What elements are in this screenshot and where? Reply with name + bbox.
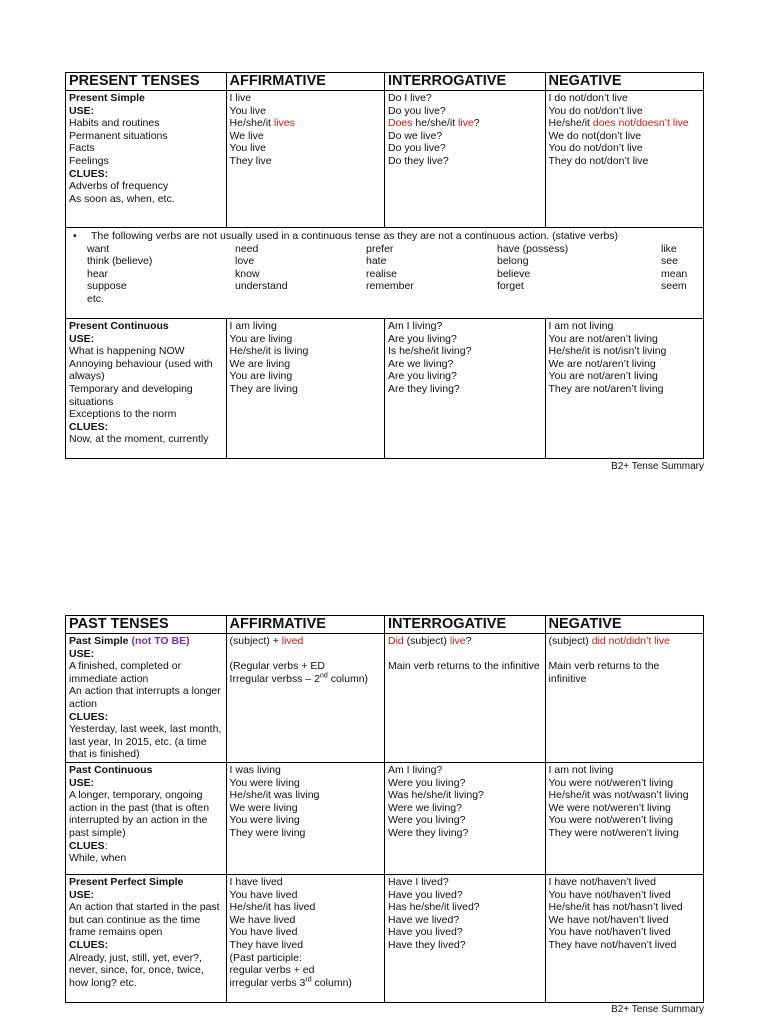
use-item: Facts [69,142,95,155]
clues-label: CLUES: [69,167,109,180]
form-line: I do not/don’t live [548,92,628,104]
past-simple-affirmative [226,634,384,763]
form-line: We have lived [229,913,296,926]
stative-verbs-cell [66,228,704,319]
form-line: They have not/haven’t lived [548,938,677,951]
present-continuous-row [66,319,704,459]
use-item: Feelings [69,154,109,167]
present-simple-interrogative [384,91,545,228]
stative-verb: remember [366,280,414,293]
form-line: You live [229,104,266,117]
form-line: I am living [229,320,277,332]
clue-item: Yesterday, last week, last month, last year, In 2015, etc. (a time that is finished) [69,723,225,761]
highlighted-verb: lives [273,117,295,130]
form-line: You have lived [229,926,298,939]
form-line: You were living [229,776,300,789]
stative-verb: love [235,255,255,268]
present-simple-negative [545,91,703,228]
clue-item: Adverbs of frequency [69,180,169,193]
form-line: You are living [229,332,293,345]
form-line: Were they living? [387,826,469,839]
form-line [549,117,700,130]
past-simple-description [66,634,227,763]
spacer [549,648,700,661]
form-line: You have not/haven’t lived [548,888,671,901]
use-item: Exceptions to the norm [69,408,177,421]
form-line: They do not/don’t live [548,154,649,167]
tense-note: (not TO BE) [131,635,190,647]
form-line [388,635,542,648]
form-note: Main verb returns to the infinitive [548,660,663,685]
clues-line: CLUES: [69,839,108,852]
form-line: I have lived [229,875,283,888]
form-part: column) [327,672,369,685]
form-line [230,673,381,686]
form-line: We live [229,129,264,142]
form-line: We were living [229,801,298,814]
form-line: I was living [229,763,281,776]
form-line: We are not/aren’t living [548,357,656,370]
page-footer: B2+ Tense Summary [611,461,704,472]
form-line: I am not living [548,763,614,776]
form-line: (Regular verbs + ED [229,660,325,673]
highlighted-verb: does not/doesn’t live [592,117,689,130]
form-line: You do not/don’t live [548,142,643,155]
form-part: (subject) [548,635,592,647]
page-footer: B2+ Tense Summary [611,1004,704,1015]
present-perfect-row [66,874,704,1002]
form-line: You do not/don’t live [548,104,643,117]
form-line: They are not/aren’t living [548,382,664,395]
stative-verb: belong [497,255,529,268]
stative-verb: want [87,242,110,255]
present-continuous-description [66,319,227,459]
form-line: I live [229,92,252,104]
clue-item: Already, just, still, yet, ever?, never, since, for, once, twice, how long? etc. [69,951,207,989]
form-line: Have I lived? [387,875,449,888]
highlighted-verb: lived [281,635,304,647]
form-line: He/she/it was not/wasn’t living [548,789,689,802]
past-continuous-interrogative [384,762,545,874]
bullet-icon: • [73,230,77,242]
highlighted-verb: did not/didn’t live [591,635,670,647]
form-line: Are you living? [387,332,457,345]
form-line: You are not/aren’t living [548,332,658,345]
present-simple-affirmative [226,91,384,228]
past-tenses-table [65,615,704,1003]
past-simple-interrogative [384,634,545,763]
stative-verb: believe [497,267,531,280]
tense-name: Past Simple [69,635,129,647]
form-line: Was he/she/it living? [387,789,484,802]
form-line: He/she/it has lived [229,901,316,914]
form-line: We were not/weren’t living [548,801,671,814]
form-line: Are you living? [387,370,457,383]
stative-verb: suppose [87,280,127,293]
stative-verb: hear [87,267,109,280]
form-line: Do they live? [387,154,449,167]
spacer [230,648,381,661]
use-item: A finished, completed or immediate action [69,660,184,685]
stative-verb: know [235,267,260,280]
clue-item: Now, at the moment, currently [69,433,209,446]
clues-label: CLUES: [69,710,109,723]
past-continuous-negative [545,762,703,874]
use-item: A longer, temporary, ongoing action in the past (that is often interrupted by an action in the past simple) [69,789,213,839]
form-line: You are not/aren’t living [548,370,658,383]
form-part: Irregular verbss – 2 [229,672,320,685]
use-item: What is happening NOW [69,345,185,358]
form-line: Do you live? [387,142,446,155]
tense-name-line [69,635,223,648]
tense-name: Present Continuous [69,320,169,332]
form-part: ? [465,635,472,647]
past-continuous-description [66,762,227,874]
stative-verb: mean [661,267,688,280]
form-line [230,117,381,130]
form-line [230,977,381,990]
form-line: Have they lived? [387,938,466,951]
form-line: Have you lived? [387,888,463,901]
form-line: They have lived [229,938,304,951]
form-line: Are we living? [387,357,454,370]
form-line: Do I live? [387,92,432,104]
form-line: He/she/it is not/isn’t living [548,345,667,358]
form-line: regular verbs + ed [229,964,315,977]
form-line: Were you living? [387,814,466,827]
form-line: They were living [229,826,306,839]
form-part: (subject) + [229,635,282,647]
present-continuous-affirmative [226,319,384,459]
clues-label: CLUES: [69,420,109,433]
form-line: Am I living? [387,763,443,776]
use-label: USE: [69,776,95,789]
present-tenses-table [65,72,704,459]
form-line: Have we lived? [387,913,460,926]
past-simple-negative [545,634,703,763]
stative-verb: etc. [87,292,104,305]
form-line: He/she/it has not/hasn’t lived [548,901,683,914]
use-item: Temporary and developing situations [69,382,196,408]
stative-verbs-row [66,228,704,319]
past-tenses-heading: PAST TENSES [66,616,227,634]
use-item: Habits and routines [69,117,160,130]
stative-verb: prefer [366,242,394,255]
superscript: rd [305,976,312,984]
stative-verb: seem [661,280,687,293]
use-label: USE: [69,104,95,117]
form-part: He/she/it [229,117,274,130]
present-simple-row [66,91,704,228]
stative-verb: need [235,242,259,255]
present-tenses-heading: PRESENT TENSES [66,73,227,91]
form-line: (Past participle: [229,951,302,964]
form-part: column) [311,976,352,989]
present-continuous-interrogative [384,319,545,459]
form-line: Are they living? [387,382,460,395]
form-line: They live [229,154,272,167]
clue-item: As soon as, when, etc. [69,192,175,205]
present-header-row [66,73,704,91]
use-item: An action that interrupts a longer action [69,685,224,710]
form-line: We are living [229,357,291,370]
tense-name: Present Perfect Simple [69,875,184,888]
highlighted-aux: Did [387,635,404,647]
form-line: Were you living? [387,776,466,789]
form-part: He/she/it [548,117,593,130]
form-line: You are living [229,370,293,383]
superscript: nd [320,672,328,680]
form-note: Main verb returns to the infinitive [387,660,540,673]
present-simple-description [66,91,227,228]
form-line: You were not/weren’t living [548,814,674,827]
form-line: They were not/weren’t living [548,826,679,839]
interrogative-heading: INTERROGATIVE [384,73,545,91]
past-simple-row [66,634,704,763]
past-header-row [66,616,704,634]
stative-intro-text: The following verbs are not usually used in a continuous tense as they are not a continuous action. (stative verbs) [91,230,619,242]
stative-verb-grid [87,243,700,306]
use-item: Annoying behaviour (used with always) [69,357,216,383]
form-line: He/she/it is living [229,345,309,358]
form-line: You have not/haven’t lived [548,926,671,939]
stative-verb: have (possess) [497,242,569,255]
form-line [230,635,381,648]
form-line: Do you live? [387,104,446,117]
interrogative-heading: INTERROGATIVE [384,616,545,634]
highlighted-aux: Does [387,117,413,130]
form-line: We do not(don’t live [548,129,642,142]
form-line [549,635,700,648]
stative-verb: forget [497,280,524,293]
form-part: (subject) [403,635,450,647]
form-line: I have not/haven’t lived [548,875,656,888]
form-line: We have not/haven’t lived [548,913,669,926]
stative-verb: think (believe) [87,255,153,268]
form-line: Were we living? [387,801,462,814]
highlighted-verb: live [458,117,474,130]
form-line: Am I living? [387,320,443,332]
clue-item: While, when [69,852,127,865]
form-line: Do we live? [387,129,443,142]
present-continuous-negative [545,319,703,459]
spacer [388,648,542,661]
stative-intro [69,230,700,243]
present-perfect-negative [545,874,703,1002]
form-part: he/she/it [412,117,459,130]
stative-verb: see [661,255,678,268]
stative-verb: understand [235,280,288,293]
use-label: USE: [69,647,95,660]
form-line: Has he/she/it lived? [387,901,480,914]
form-part: irregular verbs 3 [229,976,306,989]
form-line: I am not living [548,320,614,332]
form-line: You were living [229,814,300,827]
form-line: You have lived [229,888,298,901]
tense-name: Past Continuous [69,763,153,776]
affirmative-heading: AFFIRMATIVE [226,616,384,634]
present-perfect-interrogative [384,874,545,1002]
form-line: Have you lived? [387,926,463,939]
past-continuous-row [66,762,704,874]
negative-heading: NEGATIVE [545,616,703,634]
tense-name: Present Simple [69,92,145,104]
affirmative-heading: AFFIRMATIVE [226,73,384,91]
form-line: He/she/it was living [229,789,320,802]
clues-label: CLUES: [69,938,109,951]
form-line: Is he/she/it living? [387,345,472,358]
past-continuous-affirmative [226,762,384,874]
form-line: You were not/weren’t living [548,776,674,789]
stative-verb: hate [366,255,387,268]
highlighted-verb: live [449,635,466,647]
stative-verb: like [661,242,677,255]
form-line [388,117,542,130]
negative-heading: NEGATIVE [545,73,703,91]
form-part: ? [473,117,480,130]
present-perfect-affirmative [226,874,384,1002]
stative-verb: realise [366,267,397,280]
present-perfect-description [66,874,227,1002]
form-line: They are living [229,382,298,395]
clues-label: CLUES [69,839,105,852]
use-item: Permanent situations [69,129,168,142]
use-item: An action that started in the past but can continue as the time frame remains open [69,901,223,939]
form-line: You live [229,142,266,155]
use-label: USE: [69,332,95,345]
use-label: USE: [69,888,95,901]
